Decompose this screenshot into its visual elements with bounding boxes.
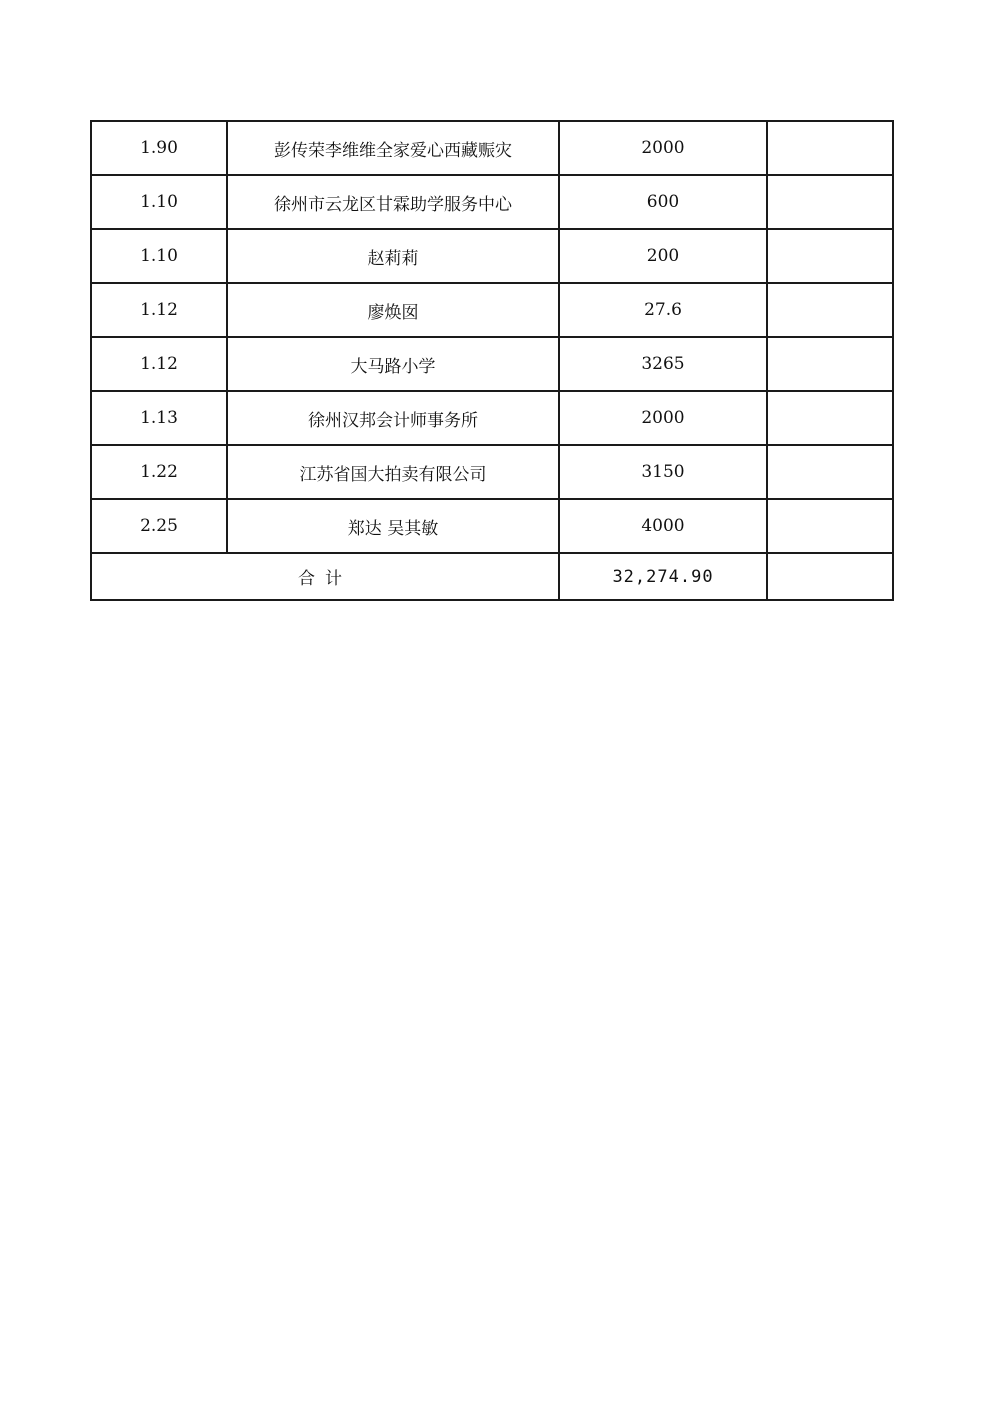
table-row (91, 499, 893, 553)
amount-cell: 3265 (559, 337, 767, 391)
note-cell (767, 499, 893, 553)
table-row (91, 175, 893, 229)
date-cell: 2.25 (91, 499, 227, 553)
donation-table (90, 120, 894, 601)
note-cell (767, 229, 893, 283)
amount-cell: 4000 (559, 499, 767, 553)
note-cell (767, 445, 893, 499)
donor-name-cell: 郑达 吴其敏 (227, 499, 559, 553)
table-row (91, 229, 893, 283)
note-cell (767, 337, 893, 391)
note-cell (767, 175, 893, 229)
table-row (91, 283, 893, 337)
note-cell (767, 283, 893, 337)
date-cell: 1.12 (91, 283, 227, 337)
table-row (91, 391, 893, 445)
amount-cell: 200 (559, 229, 767, 283)
amount-cell: 600 (559, 175, 767, 229)
donor-name-cell: 廖焕囡 (227, 283, 559, 337)
donor-name-cell: 徐州汉邦会计师事务所 (227, 391, 559, 445)
total-amount: 32,274.90 (559, 553, 767, 600)
note-cell (767, 121, 893, 175)
amount-cell: 3150 (559, 445, 767, 499)
donation-table-body (91, 121, 893, 600)
table-row (91, 337, 893, 391)
amount-cell: 2000 (559, 391, 767, 445)
donor-name-cell: 徐州市云龙区甘霖助学服务中心 (227, 175, 559, 229)
table-row (91, 121, 893, 175)
donor-name-cell: 江苏省国大拍卖有限公司 (227, 445, 559, 499)
amount-cell: 27.6 (559, 283, 767, 337)
date-cell: 1.10 (91, 175, 227, 229)
total-label: 合计 (91, 553, 559, 600)
amount-cell: 2000 (559, 121, 767, 175)
date-cell: 1.12 (91, 337, 227, 391)
date-cell: 1.13 (91, 391, 227, 445)
donor-name-cell: 大马路小学 (227, 337, 559, 391)
date-cell: 1.90 (91, 121, 227, 175)
table-row (91, 445, 893, 499)
total-row (91, 553, 893, 600)
note-cell (767, 391, 893, 445)
donor-name-cell: 彭传荣李维维全家爱心西藏赈灾 (227, 121, 559, 175)
donor-name-cell: 赵莉莉 (227, 229, 559, 283)
date-cell: 1.10 (91, 229, 227, 283)
date-cell: 1.22 (91, 445, 227, 499)
total-note-cell (767, 553, 893, 600)
